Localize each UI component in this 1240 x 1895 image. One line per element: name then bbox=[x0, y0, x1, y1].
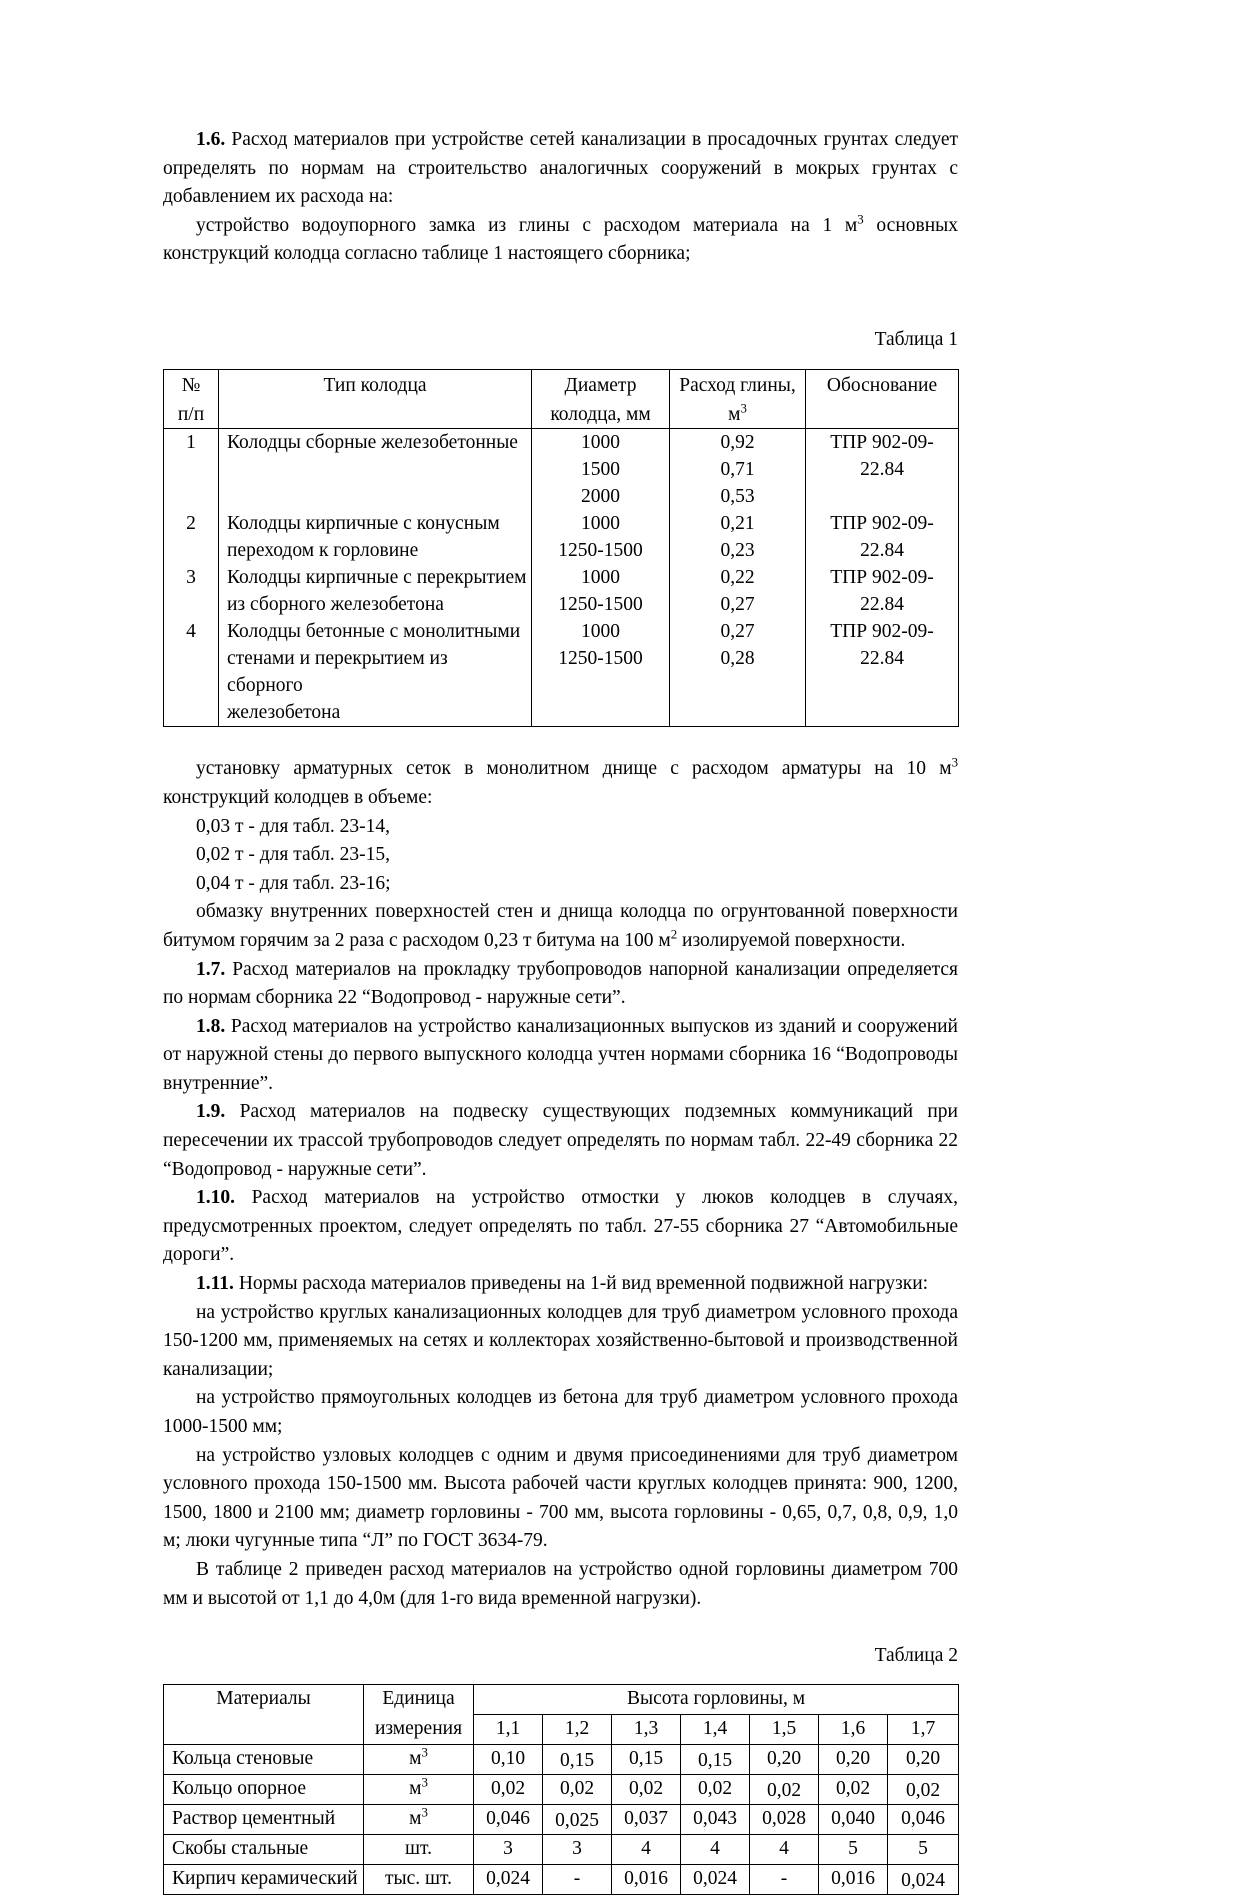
table-1-caption: Таблица 1 bbox=[874, 329, 958, 351]
table-2-header-col-3: 1,3 bbox=[612, 1715, 681, 1745]
paragraph-1-7 bbox=[163, 956, 958, 1013]
row-3-no-blank bbox=[164, 591, 219, 618]
t2-row-2-val-6: 0,02 bbox=[819, 1775, 888, 1805]
list-item-volume-2: 0,02 т - для табл. 23-15, bbox=[196, 844, 390, 866]
row-3-type-line-1: Колодцы кирпичные с перекрытием bbox=[219, 564, 532, 591]
paragraph-number-1-10: 1.10. bbox=[196, 1187, 235, 1209]
t2-row-5-material: Кирпич керамический bbox=[164, 1865, 364, 1895]
paragraph-text-1-6: Расход материалов при устройстве сетей канализации в просадочных грунтах следует определять по нормам на строительство аналогичных сооружений в мокрых грунтах с добавлением их расхода на: bbox=[163, 129, 958, 208]
row-1-type-line-2 bbox=[219, 456, 532, 483]
obmazka-text-a: обмазку внутренних поверхностей стен и днища колодца по огрунтованной поверхности битумом горячим за 2 раза с расходом 0,23 т битума на 100 м bbox=[163, 901, 958, 951]
t2-row-5-val-1: 0,024 bbox=[474, 1865, 543, 1895]
row-1-clay-3: 0,53 bbox=[670, 483, 806, 510]
row-4-clay-3 bbox=[670, 699, 806, 727]
row-2-clay-1: 0,21 bbox=[670, 510, 806, 537]
row-4-type-line-2: стенами и перекрытием из сборного bbox=[219, 645, 532, 699]
t2-row-3-val-5: 0,028 bbox=[750, 1805, 819, 1835]
t2-row-2-val-5: 0,02 bbox=[750, 1775, 819, 1805]
paragraph-1-11 bbox=[163, 1270, 958, 1299]
row-3-type-line-2: из сборного железобетона bbox=[219, 591, 532, 618]
row-2-basis-1: ТПР 902-09- bbox=[806, 510, 959, 537]
paragraph-1-9 bbox=[163, 1098, 958, 1184]
table-row bbox=[164, 428, 959, 456]
t2-row-4-val-7: 5 bbox=[888, 1835, 959, 1865]
table-row bbox=[164, 510, 959, 537]
row-1-no-blank-2 bbox=[164, 483, 219, 510]
row-4-basis-1: ТПР 902-09- bbox=[806, 618, 959, 645]
row-2-type-line-2: переходом к горловине bbox=[219, 537, 532, 564]
superscript-3: 3 bbox=[740, 401, 747, 416]
row-2-type-line-1: Колодцы кирпичные с конусным bbox=[219, 510, 532, 537]
row-4-no: 4 bbox=[164, 618, 219, 645]
row-2-basis-2: 22.84 bbox=[806, 537, 959, 564]
t2-row-5-val-3: 0,016 bbox=[612, 1865, 681, 1895]
t2-row-1-val-1: 0,10 bbox=[474, 1745, 543, 1775]
row-4-basis-2: 22.84 bbox=[806, 645, 959, 699]
table-2-header-col-6: 1,6 bbox=[819, 1715, 888, 1745]
table-2-header-row-1 bbox=[164, 1685, 959, 1715]
row-2-no: 2 bbox=[164, 510, 219, 537]
t2-row-4-unit: шт. bbox=[364, 1835, 474, 1865]
t2-row-2-val-7: 0,02 bbox=[888, 1775, 959, 1805]
table-1-header-clay-2 bbox=[670, 399, 806, 429]
paragraph-text-1-10: Расход материалов на устройство отмостки у люков колодцев в случаях, предусмотренных проектом, следует определять по табл. 27-55 сборника 27 “Автомобильные дороги”. bbox=[163, 1187, 958, 1266]
table-row bbox=[164, 618, 959, 645]
table-1-header-clay-1: Расход глины, bbox=[670, 369, 806, 399]
table-2-header-col-4: 1,4 bbox=[681, 1715, 750, 1745]
table-row bbox=[164, 1835, 959, 1865]
table-2-header-materials: Материалы bbox=[164, 1685, 364, 1745]
row-4-type-line-3: железобетона bbox=[219, 699, 532, 727]
row-4-basis-3 bbox=[806, 699, 959, 727]
table-2 bbox=[163, 1684, 959, 1895]
row-3-diameter-1: 1000 bbox=[532, 564, 670, 591]
t2-row-4-val-2: 3 bbox=[543, 1835, 612, 1865]
row-1-basis-3 bbox=[806, 483, 959, 510]
row-1-type-line-1: Колодцы сборные железобетонные bbox=[219, 428, 532, 456]
sub-text-a: устройство водоупорного замка из глины с расходом материала на 1 м bbox=[196, 214, 858, 236]
row-3-no: 3 bbox=[164, 564, 219, 591]
row-2-no-blank bbox=[164, 537, 219, 564]
table-row bbox=[164, 537, 959, 564]
row-1-no: 1 bbox=[164, 428, 219, 456]
paragraph-1-8 bbox=[163, 1013, 958, 1099]
paragraph-number-1-8: 1.8. bbox=[196, 1015, 226, 1037]
clay-unit: м bbox=[728, 403, 741, 425]
t2-row-2-val-2: 0,02 bbox=[543, 1775, 612, 1805]
row-1-diameter-2: 1500 bbox=[532, 456, 670, 483]
paragraph-number-1-9: 1.9. bbox=[196, 1101, 226, 1123]
superscript-2: 2 bbox=[670, 927, 678, 942]
t2-row-5-val-2: - bbox=[543, 1865, 612, 1895]
unit-text: м bbox=[409, 1778, 422, 1800]
row-4-diameter-3 bbox=[532, 699, 670, 727]
paragraph-1-10 bbox=[163, 1184, 958, 1270]
row-4-clay-1: 0,27 bbox=[670, 618, 806, 645]
document-body bbox=[163, 126, 958, 1895]
t2-row-4-val-6: 5 bbox=[819, 1835, 888, 1865]
t2-row-3-val-6: 0,040 bbox=[819, 1805, 888, 1835]
list-item-volume-1: 0,03 т - для табл. 23-14, bbox=[196, 815, 390, 837]
table-2-header-col-1: 1,1 bbox=[474, 1715, 543, 1745]
paragraph-text-1-11: Нормы расхода материалов приведены на 1-й вид временной подвижной нагрузки: bbox=[233, 1273, 929, 1295]
t2-row-5-val-6: 0,016 bbox=[819, 1865, 888, 1895]
t2-row-1-val-5: 0,20 bbox=[750, 1745, 819, 1775]
row-3-basis-2: 22.84 bbox=[806, 591, 959, 618]
table-2-header-col-7: 1,7 bbox=[888, 1715, 959, 1745]
paragraph-1-11-c: на устройство узловых колодцев с одним и двумя присоединениями для труб диаметром условного прохода 150-1500 мм. Высота рабочей части круглых колодцев принята: 900, 1200, 1500, 1800 и 2100 мм; диаметр горловины - 700 мм, высота горловины - 0,65, 0,7, 0,8, 0,9, 1,0 м; люки чугунные типа “Л” по ГОСТ 3634-79. bbox=[163, 1444, 958, 1552]
superscript-3: 3 bbox=[421, 1745, 428, 1760]
table-row bbox=[164, 1775, 959, 1805]
row-4-diameter-2: 1250-1500 bbox=[532, 645, 670, 699]
paragraph-number-1-11: 1.11. bbox=[196, 1273, 234, 1295]
row-4-no-blank bbox=[164, 645, 219, 699]
t2-row-4-val-3: 4 bbox=[612, 1835, 681, 1865]
table-2-header-col-2: 1,2 bbox=[543, 1715, 612, 1745]
table-2-header-span: Высота горловины, м bbox=[474, 1685, 959, 1715]
t2-row-1-val-6: 0,20 bbox=[819, 1745, 888, 1775]
table-1-header-basis: Обоснование bbox=[806, 369, 959, 428]
table-row bbox=[164, 699, 959, 727]
table-row bbox=[164, 1805, 959, 1835]
table-row bbox=[164, 1865, 959, 1895]
t2-row-4-val-4: 4 bbox=[681, 1835, 750, 1865]
row-1-clay-2: 0,71 bbox=[670, 456, 806, 483]
t2-row-4-material: Скобы стальные bbox=[164, 1835, 364, 1865]
t2-row-1-val-3: 0,15 bbox=[612, 1745, 681, 1775]
row-4-diameter-1: 1000 bbox=[532, 618, 670, 645]
t2-row-2-material: Кольцо опорное bbox=[164, 1775, 364, 1805]
table-1-header-no-2: п/п bbox=[164, 399, 219, 429]
t2-row-3-val-4: 0,043 bbox=[681, 1805, 750, 1835]
row-3-basis-1: ТПР 902-09- bbox=[806, 564, 959, 591]
setki-text-b: конструкций колодцев в объеме: bbox=[163, 786, 433, 808]
t2-row-2-unit bbox=[364, 1775, 474, 1805]
t2-row-5-val-4: 0,024 bbox=[681, 1865, 750, 1895]
table-2-header-col-5: 1,5 bbox=[750, 1715, 819, 1745]
setki-text-a: установку арматурных сеток в монолитном днище с расходом арматуры на 10 м bbox=[196, 758, 952, 780]
row-4-clay-2: 0,28 bbox=[670, 645, 806, 699]
paragraph-1-6 bbox=[163, 126, 958, 212]
table-2-header-unit-2: измерения bbox=[364, 1715, 474, 1745]
t2-row-3-unit bbox=[364, 1805, 474, 1835]
paragraph-number-1-7: 1.7. bbox=[196, 958, 226, 980]
table-1-header-row-1 bbox=[164, 369, 959, 399]
row-4-no-blank-2 bbox=[164, 699, 219, 727]
row-1-basis-1: ТПР 902-09- bbox=[806, 428, 959, 456]
paragraph-1-11-a: на устройство круглых канализационных колодцев для труб диаметром условного прохода 150-1200 мм, применяемых на сетях и коллекторах хозяйственно-бытовой и производственной канализации; bbox=[163, 1301, 958, 1380]
paragraph-text-1-7: Расход материалов на прокладку трубопроводов напорной канализации определяется по нормам сборника 22 “Водопровод - наружные сети”. bbox=[163, 958, 958, 1009]
sub-text-b: основных конструкций колодца согласно таблице 1 настоящего сборника; bbox=[163, 214, 958, 265]
list-item-volume-3: 0,04 т - для табл. 23-16; bbox=[196, 872, 391, 894]
t2-row-4-val-1: 3 bbox=[474, 1835, 543, 1865]
superscript-3: 3 bbox=[857, 212, 864, 227]
superscript-3: 3 bbox=[421, 1775, 428, 1790]
t2-row-5-unit: тыс. шт. bbox=[364, 1865, 474, 1895]
unit-text: м bbox=[409, 1748, 422, 1770]
paragraph-1-11-b: на устройство прямоугольных колодцев из бетона для труб диаметром условного прохода 1000-1500 мм; bbox=[163, 1387, 958, 1437]
row-1-diameter-3: 2000 bbox=[532, 483, 670, 510]
table-row bbox=[164, 1745, 959, 1775]
table-1 bbox=[163, 369, 959, 727]
superscript-3: 3 bbox=[421, 1805, 428, 1820]
row-4-type-line-1: Колодцы бетонные с монолитными bbox=[219, 618, 532, 645]
unit-text: м bbox=[409, 1808, 422, 1830]
row-1-basis-2: 22.84 bbox=[806, 456, 959, 483]
row-2-diameter-1: 1000 bbox=[532, 510, 670, 537]
row-1-type-line-3 bbox=[219, 483, 532, 510]
paragraph-obmazka bbox=[163, 898, 958, 955]
table-row bbox=[164, 483, 959, 510]
table-1-header-diameter-1: Диаметр bbox=[532, 369, 670, 399]
paragraph-1-6-sub bbox=[163, 212, 958, 269]
paragraph-table2-intro: В таблице 2 приведен расход материалов на устройство одной горловины диаметром 700 мм и высотой от 1,1 до 4,0м (для 1-го вида временной нагрузки). bbox=[163, 1558, 958, 1609]
t2-row-4-val-5: 4 bbox=[750, 1835, 819, 1865]
row-1-clay-1: 0,92 bbox=[670, 428, 806, 456]
t2-row-3-val-2: 0,025 bbox=[543, 1805, 612, 1835]
table-1-header-type: Тип колодца bbox=[219, 369, 532, 428]
t2-row-5-val-7: 0,024 bbox=[888, 1865, 959, 1895]
row-3-clay-2: 0,27 bbox=[670, 591, 806, 618]
paragraph-number-1-6: 1.6. bbox=[196, 129, 226, 150]
table-row bbox=[164, 645, 959, 699]
t2-row-1-unit bbox=[364, 1745, 474, 1775]
t2-row-3-material: Раствор цементный bbox=[164, 1805, 364, 1835]
t2-row-1-material: Кольца стеновые bbox=[164, 1745, 364, 1775]
t2-row-3-val-3: 0,037 bbox=[612, 1805, 681, 1835]
t2-row-1-val-2: 0,15 bbox=[543, 1745, 612, 1775]
superscript-3: 3 bbox=[951, 755, 958, 770]
obmazka-text-b: изолируемой поверхности. bbox=[677, 929, 906, 951]
table-2-caption: Таблица 2 bbox=[874, 1644, 958, 1666]
row-1-no-blank bbox=[164, 456, 219, 483]
row-3-clay-1: 0,22 bbox=[670, 564, 806, 591]
t2-row-2-val-3: 0,02 bbox=[612, 1775, 681, 1805]
row-2-clay-2: 0,23 bbox=[670, 537, 806, 564]
table-row bbox=[164, 456, 959, 483]
row-1-diameter-1: 1000 bbox=[532, 428, 670, 456]
t2-row-1-val-7: 0,20 bbox=[888, 1745, 959, 1775]
row-3-diameter-2: 1250-1500 bbox=[532, 591, 670, 618]
paragraph-text-1-8: Расход материалов на устройство канализационных выпусков из зданий и сооружений от наружной стены до первого выпускного колодца учтен нормами сборника 16 “Водопроводы внутренние”. bbox=[163, 1015, 958, 1094]
paragraph-text-1-9: Расход материалов на подвеску существующих подземных коммуникаций при пересечении их трассой трубопроводов следует определять по нормам табл. 22-49 сборника 22 “Водопровод - наружные сети”. bbox=[163, 1101, 958, 1180]
t2-row-5-val-5: - bbox=[750, 1865, 819, 1895]
table-row bbox=[164, 564, 959, 591]
table-1-header-no: № bbox=[164, 369, 219, 399]
t2-row-3-val-1: 0,046 bbox=[474, 1805, 543, 1835]
t2-row-3-val-7: 0,046 bbox=[888, 1805, 959, 1835]
row-2-diameter-2: 1250-1500 bbox=[532, 537, 670, 564]
t2-row-2-val-4: 0,02 bbox=[681, 1775, 750, 1805]
t2-row-2-val-1: 0,02 bbox=[474, 1775, 543, 1805]
table-row bbox=[164, 591, 959, 618]
t2-row-1-val-4: 0,15 bbox=[681, 1745, 750, 1775]
table-1-header-diameter-2: колодца, мм bbox=[532, 399, 670, 429]
table-2-header-unit-1: Единица bbox=[364, 1685, 474, 1715]
paragraph-setki bbox=[163, 755, 958, 812]
